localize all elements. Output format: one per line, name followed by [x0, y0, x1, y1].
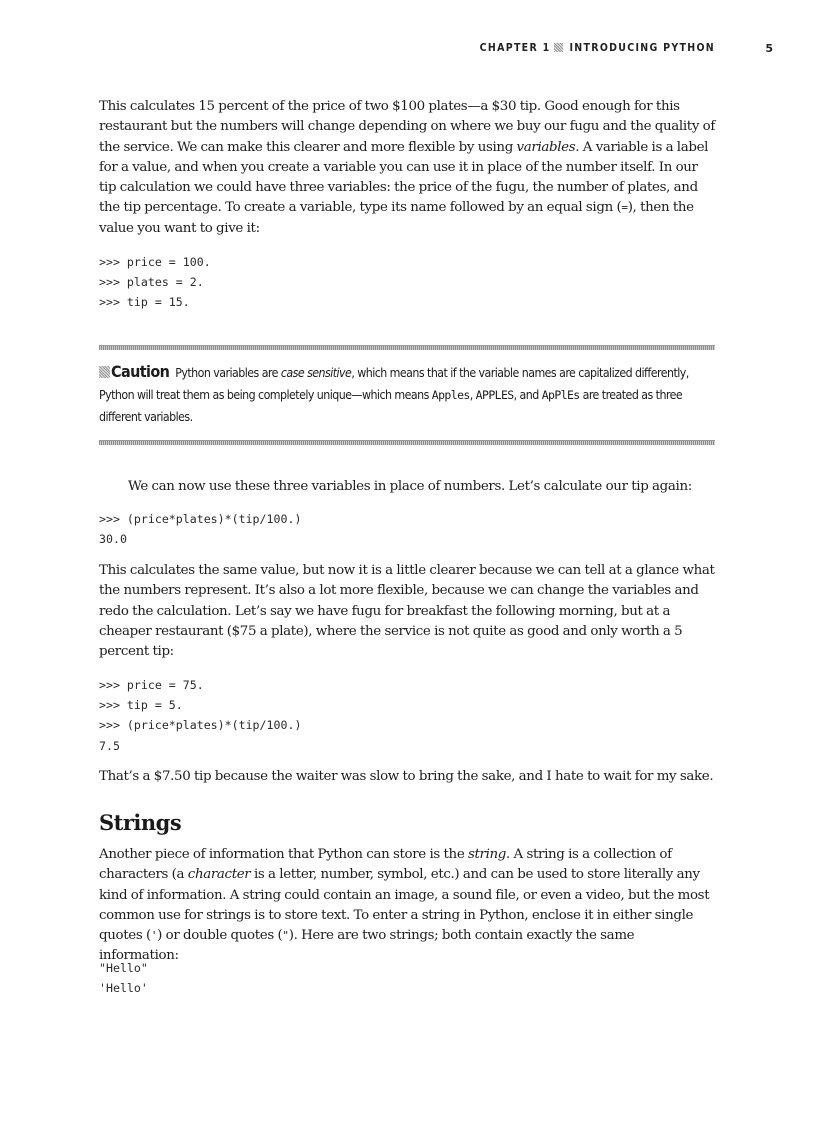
separator-icon	[554, 43, 563, 52]
code-block-strings	[99, 958, 148, 998]
code-output: 7.5	[99, 738, 120, 753]
paragraph-strings-intro	[99, 845, 717, 967]
caution-top-rule	[99, 345, 715, 350]
caution-bottom-rule	[99, 440, 715, 445]
chapter-label: CHAPTER 1	[479, 42, 551, 54]
text-segment: are treated as three different variables.	[99, 388, 683, 424]
paragraph-use-variables: We can now use these three variables in place of numbers. Let’s calculate our tip again:	[128, 479, 692, 494]
section-heading-strings: Strings	[99, 810, 182, 835]
chapter-title: INTRODUCING PYTHON	[569, 42, 715, 54]
code-line: 'Hello'	[99, 981, 148, 996]
paragraph-sake: That’s a $7.50 tip because the waiter was slow to bring the sake, and I hate to wait for my sake.	[99, 769, 714, 784]
text-segment: This calculates 15 percent of the price of two $100 plates—a $30 tip. Good enough for this restaurant but the numbers will change depending on where we buy our fugu and the quality of the service. We can make this clearer and more flexible by using	[99, 99, 715, 155]
text-segment: . A variable is a label for a value, and when you create a variable you can use it in place of the number itself. In our tip calculation we could have three variables: the price of the fugu, the number of plates, and the tip percentage. To create a variable, type its name followed by an equal sign (	[99, 139, 709, 216]
paragraph-flexibility: This calculates the same value, but now it is a little clearer because we can tell at a glance what the numbers represent. It’s also a lot more flexible, because we can change the variables and redo the calculation. Let’s say we have fugu for breakfast the following morning, but at a cheaper restaurant ($75 a plate), where the service is not quite as good and only worth a 5 percent tip:	[99, 563, 715, 660]
caution-icon	[99, 366, 110, 378]
text-segment: is a letter, number, symbol, etc.) and can be used to store literally any kind of information. A string could contain an image, a sound file, or even a video, but the most common use for strings is to store text. To enter a string in Python, enclose it in either single quotes (	[99, 867, 710, 944]
inline-code-equal: =	[621, 201, 628, 215]
code-block-tip-calc	[99, 509, 301, 549]
text-segment: ,	[469, 388, 476, 402]
code-line: "Hello"	[99, 961, 148, 975]
inline-code-apples-mixed: ApPlEs	[541, 388, 580, 402]
paragraph-variables-intro	[99, 97, 717, 239]
term-character: character	[187, 867, 251, 883]
code-line: >>> tip = 15.	[99, 295, 190, 310]
caution-label: Caution	[111, 362, 170, 381]
code-line: >>> price = 100.	[99, 255, 211, 269]
running-head	[0, 42, 816, 58]
text-segment: , which means that if the variable names are capitalized differently, Python will treat them as being completely unique—which means	[99, 366, 689, 402]
code-line: >>> plates = 2.	[99, 275, 204, 290]
inline-code-double-quote: "	[282, 929, 289, 943]
term-string: string	[468, 847, 507, 862]
text-segment: , and	[513, 388, 542, 402]
page-number: 5	[765, 42, 773, 55]
text-segment: Python variables are	[175, 366, 281, 380]
term-variables: variables	[516, 139, 576, 155]
code-line: >>> (price*plates)*(tip/100.)	[99, 512, 302, 526]
code-line: >>> price = 75.	[99, 678, 204, 692]
code-output: 30.0	[99, 532, 127, 547]
running-head-chapter	[480, 42, 715, 54]
inline-code-apples-upper: APPLES	[475, 388, 514, 402]
code-line: >>> (price*plates)*(tip/100.)	[99, 718, 302, 733]
text-segment: ). Here are two strings; both contain exactly the same information:	[99, 928, 635, 964]
text-segment: ) or double quotes (	[157, 928, 283, 944]
inline-code-single-quote: '	[150, 929, 158, 943]
text-segment: . A string is a collection of characters (a	[99, 847, 672, 883]
code-block-variables	[99, 252, 211, 313]
code-line: >>> tip = 5.	[99, 698, 183, 713]
inline-code-apples: Apples	[431, 388, 470, 402]
term-case-sensitive: case sensitive	[280, 366, 352, 380]
text-segment: Another piece of information that Python can store is the	[99, 847, 468, 862]
text-segment: ), then the value you want to give it:	[99, 200, 694, 236]
caution-note	[99, 361, 717, 428]
code-block-new-tip	[99, 675, 301, 756]
